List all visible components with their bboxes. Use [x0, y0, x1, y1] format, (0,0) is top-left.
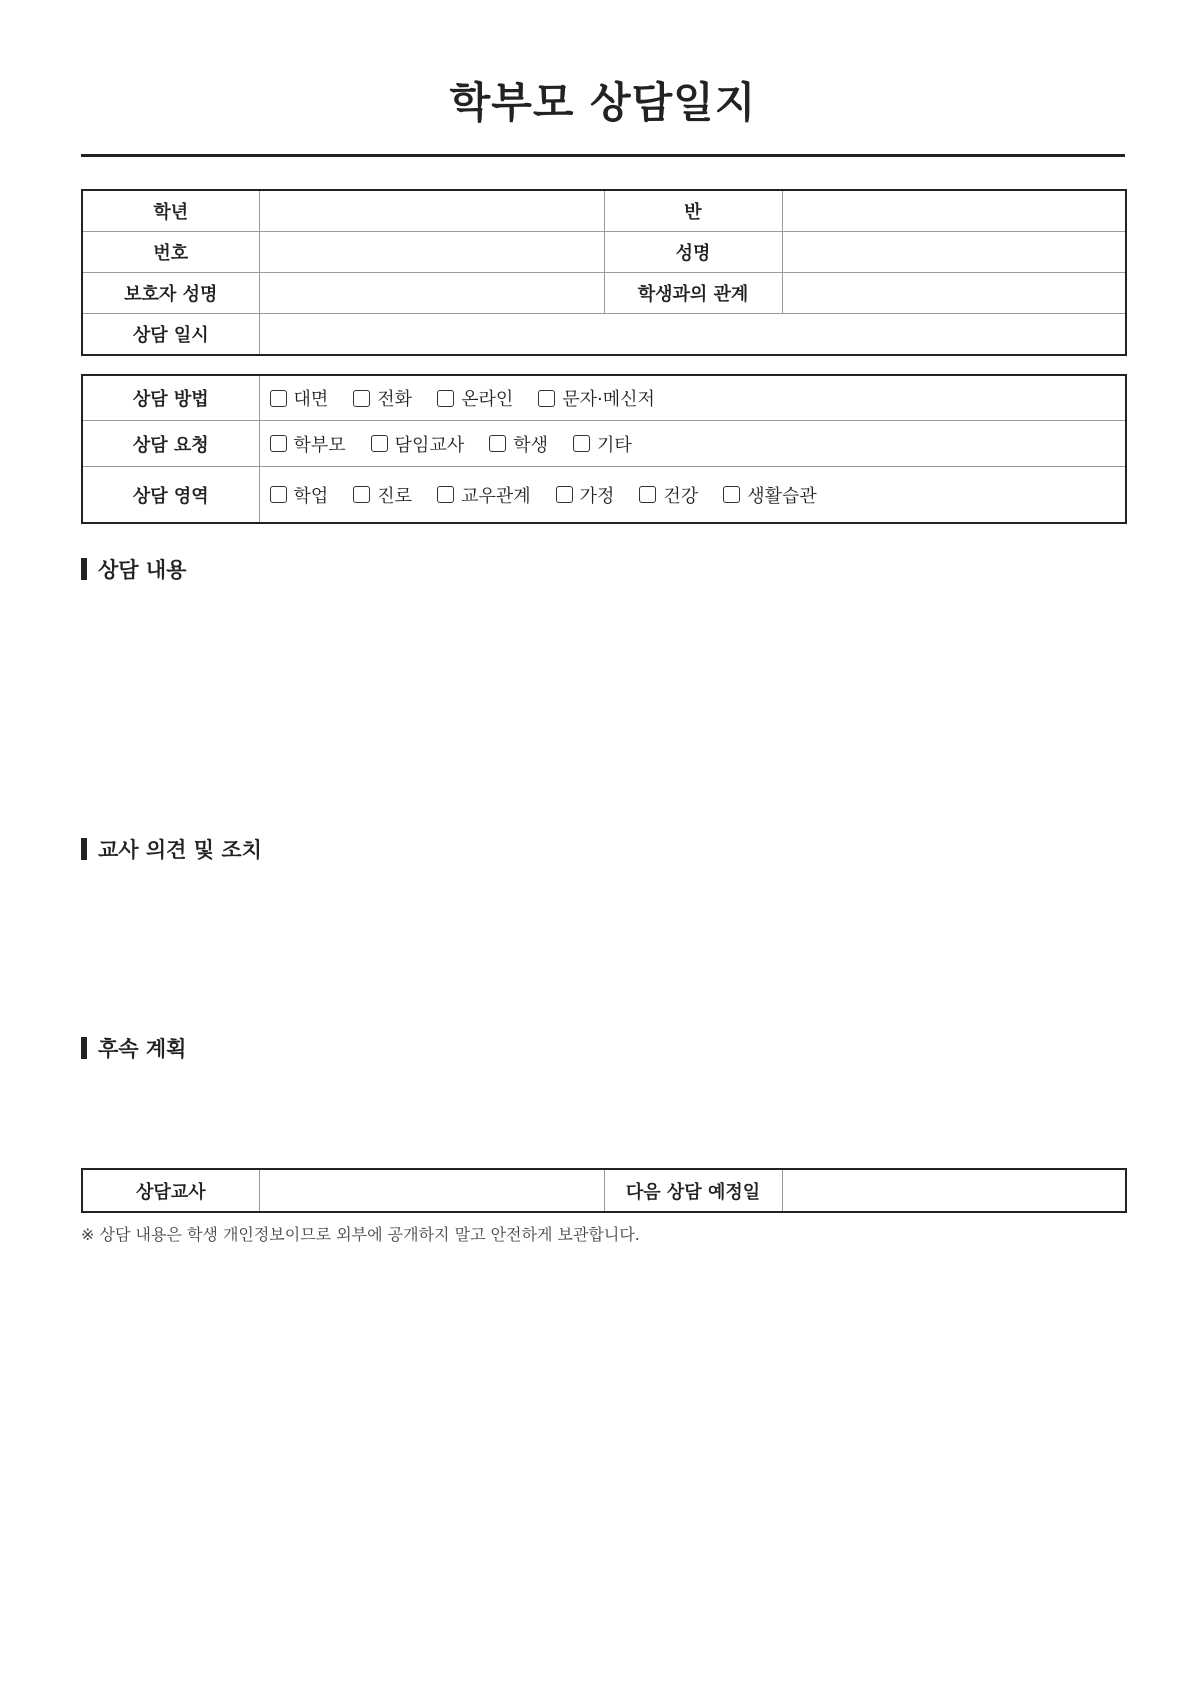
student-info-table	[81, 189, 1127, 356]
section-marker	[81, 558, 87, 580]
method-options	[259, 375, 1126, 421]
section-teacher-opinion	[81, 834, 262, 864]
next-date-label: 다음 상담 예정일	[604, 1169, 782, 1212]
method-option-in-person[interactable]: 대면	[270, 385, 329, 411]
checkbox[interactable]	[270, 390, 287, 407]
section-marker	[81, 838, 87, 860]
area-option-health[interactable]: 건강	[639, 482, 698, 508]
name-field[interactable]	[782, 232, 1126, 273]
area-label: 상담 영역	[82, 467, 259, 524]
area-options	[259, 467, 1126, 524]
area-option-habits[interactable]: 생활습관	[723, 482, 817, 508]
request-label: 상담 요청	[82, 421, 259, 467]
class-field[interactable]	[782, 190, 1126, 232]
privacy-note: ※ 상담 내용은 학생 개인정보이므로 외부에 공개하지 말고 안전하게 보관합니다.	[81, 1225, 640, 1244]
guardian-name-label: 보호자 성명	[82, 273, 259, 314]
checkbox[interactable]	[371, 435, 388, 452]
request-options	[259, 421, 1126, 467]
checkbox[interactable]	[573, 435, 590, 452]
grade-field[interactable]	[259, 190, 604, 232]
footer-table	[81, 1168, 1127, 1213]
area-option-peers[interactable]: 교우관계	[437, 482, 531, 508]
section-consultation-content	[81, 554, 186, 584]
section-followup-plan	[81, 1033, 186, 1063]
checkbox[interactable]	[353, 486, 370, 503]
consultation-options-table	[81, 374, 1127, 524]
checkbox[interactable]	[538, 390, 555, 407]
method-option-phone[interactable]: 전화	[353, 385, 412, 411]
datetime-field[interactable]	[259, 314, 1126, 356]
grade-label: 학년	[82, 190, 259, 232]
checkbox[interactable]	[556, 486, 573, 503]
name-label: 성명	[604, 232, 782, 273]
area-option-family[interactable]: 가정	[556, 482, 615, 508]
request-option-parent[interactable]: 학부모	[270, 431, 346, 457]
relation-field[interactable]	[782, 273, 1126, 314]
relation-label: 학생과의 관계	[604, 273, 782, 314]
teacher-label: 상담교사	[82, 1169, 259, 1212]
area-option-career[interactable]: 진로	[353, 482, 412, 508]
datetime-label: 상담 일시	[82, 314, 259, 356]
request-option-student[interactable]: 학생	[489, 431, 548, 457]
consultation-form	[81, 0, 1125, 1244]
number-field[interactable]	[259, 232, 604, 273]
checkbox[interactable]	[353, 390, 370, 407]
request-option-teacher[interactable]: 담임교사	[371, 431, 465, 457]
checkbox[interactable]	[723, 486, 740, 503]
title-divider	[81, 154, 1125, 157]
checkbox[interactable]	[639, 486, 656, 503]
checkbox[interactable]	[270, 486, 287, 503]
page-title: 학부모 상담일지	[449, 78, 757, 127]
checkbox[interactable]	[437, 390, 454, 407]
number-label: 번호	[82, 232, 259, 273]
guardian-name-field[interactable]	[259, 273, 604, 314]
method-option-messenger[interactable]: 문자·메신저	[538, 385, 655, 411]
checkbox[interactable]	[270, 435, 287, 452]
section-marker	[81, 1037, 87, 1059]
checkbox[interactable]	[489, 435, 506, 452]
section-title: 상담 내용	[98, 558, 187, 582]
request-option-other[interactable]: 기타	[573, 431, 632, 457]
class-label: 반	[604, 190, 782, 232]
section-title: 후속 계획	[98, 1037, 187, 1061]
method-label: 상담 방법	[82, 375, 259, 421]
method-option-online[interactable]: 온라인	[437, 385, 513, 411]
section-title: 교사 의견 및 조치	[98, 838, 262, 862]
next-date-field[interactable]	[782, 1169, 1126, 1212]
checkbox[interactable]	[437, 486, 454, 503]
teacher-field[interactable]	[259, 1169, 604, 1212]
area-option-academics[interactable]: 학업	[270, 482, 329, 508]
